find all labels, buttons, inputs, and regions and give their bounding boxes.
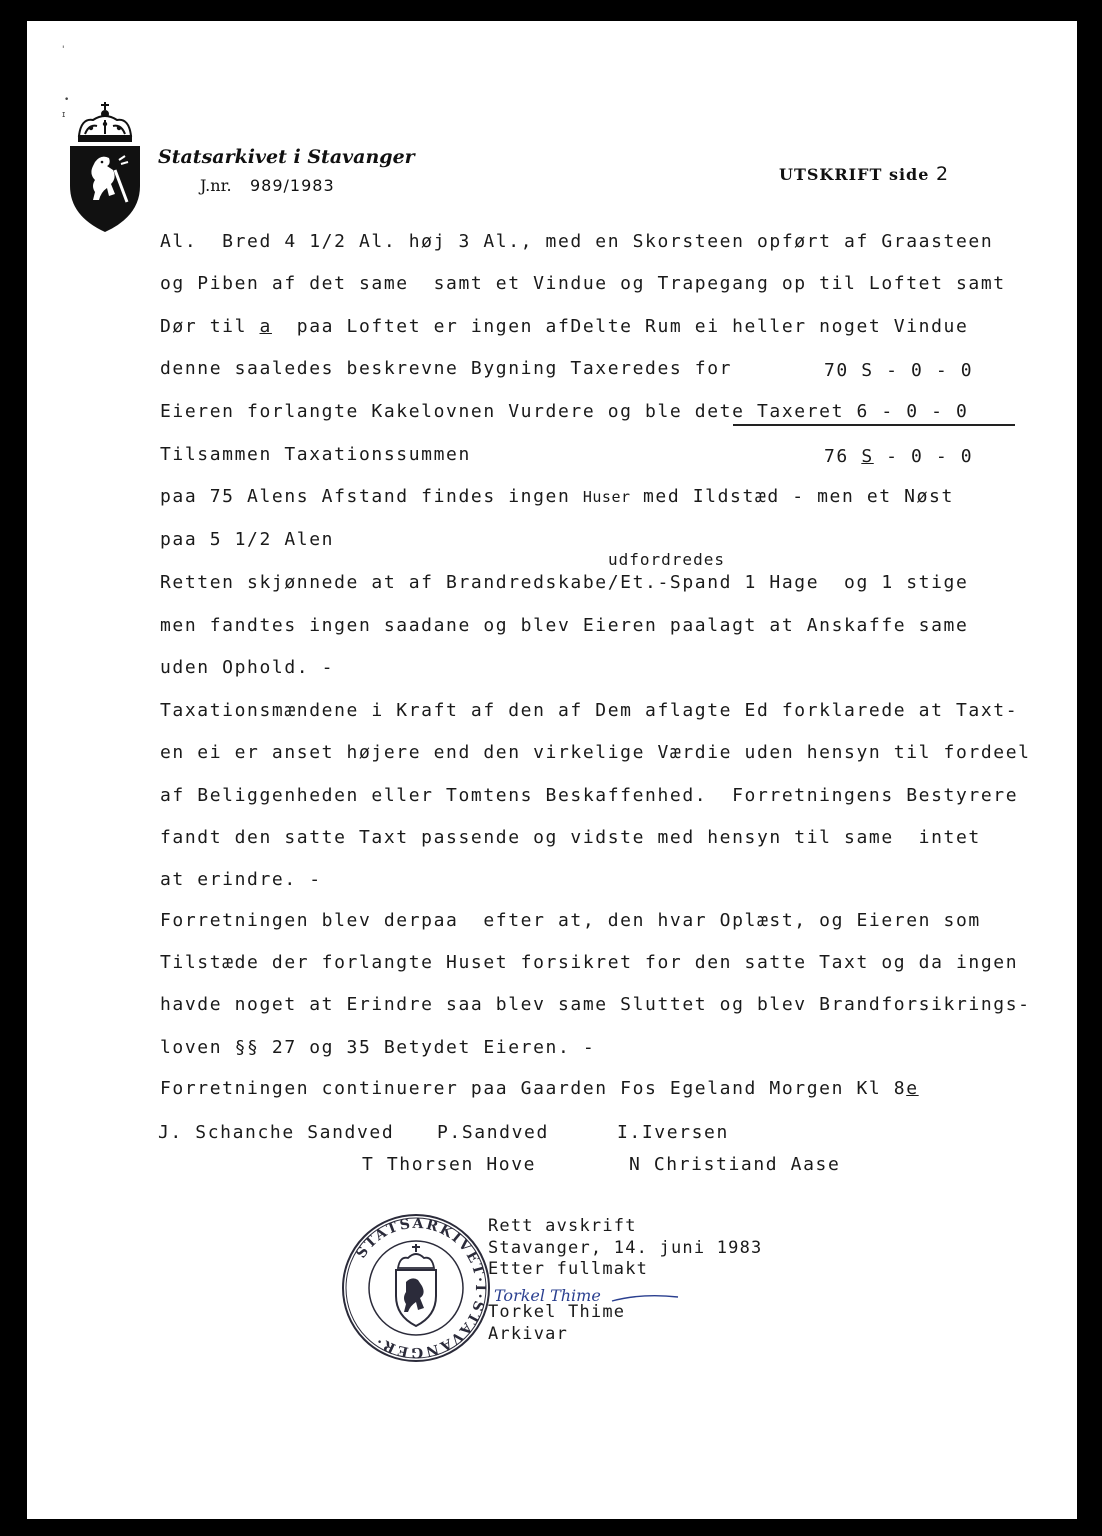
text-line: loven §§ 27 og 35 Betydet Eieren. - <box>160 1037 596 1058</box>
text-line: uden Ophold. - <box>160 657 335 678</box>
archive-stamp <box>340 1212 492 1364</box>
text-line: fandt den satte Taxt passende og vidste med hensyn til same intet <box>160 827 981 848</box>
text-line <box>160 403 968 421</box>
journal-label: J.nr. <box>200 176 232 195</box>
text-segment: - 0 - 0 <box>873 446 974 467</box>
signatory: I.Iversen <box>617 1122 729 1143</box>
text-segment: Dør til <box>160 316 260 337</box>
margin-mark: ' <box>62 45 65 55</box>
signatory: T Thorsen Hove <box>362 1154 537 1175</box>
text-line: en ei er anset højere end den virkelige Værdie uden hensyn til fordeel <box>160 742 1031 763</box>
interlinear-insertion: udfordredes <box>608 550 725 569</box>
certification-line: Torkel Thime <box>488 1302 626 1322</box>
text-line: Tilsammen Taxationssummen <box>160 444 471 465</box>
text-segment: Eieren forlangte Kakelovnen Vurdere og ble de <box>160 401 720 422</box>
page-header <box>779 163 949 185</box>
amount: 70 S - 0 - 0 <box>824 360 974 381</box>
text-segment: te Taxeret 6 - 0 - 0 <box>719 401 969 422</box>
text-line: paa 5 1/2 Alen <box>160 529 335 550</box>
margin-mark: ɪ <box>62 110 66 120</box>
text-line <box>160 1080 919 1098</box>
text-line <box>160 318 968 336</box>
inserted-word: Huser <box>582 488 631 506</box>
certification-line: Rett avskrift <box>488 1216 637 1236</box>
page-number: 2 <box>935 163 950 185</box>
text-line: Tilstæde der forlangte Huset forsikret for den satte Taxt og da ingen <box>160 952 1019 973</box>
text-line: Forretningen blev derpaa efter at, den hvar Oplæst, og Eieren som <box>160 910 981 931</box>
text-segment: paa Loftet er ingen afDelte Rum ei heller noget Vindue <box>271 316 969 337</box>
institution-name: Statsarkivet i Stavanger <box>158 146 415 168</box>
text-line: Taxationsmændene i Kraft af den af Dem aflagte Ed forklarede at Taxt- <box>160 700 1019 721</box>
text-line: havde noget at Erindre saa blev same Sluttet og blev Brandforsikrings- <box>160 994 1031 1015</box>
text-line: denne saaledes beskrevne Bygning Taxeredes for <box>160 358 733 379</box>
certification-line: Stavanger, 14. juni 1983 <box>488 1238 763 1258</box>
utskrift-label: UTSKRIFT side <box>779 165 930 184</box>
underlined-text: a <box>259 316 272 337</box>
text-segment: med Ildstæd - men et Nøst <box>630 486 954 507</box>
journal-number: 989/1983 <box>250 176 335 195</box>
text-line <box>160 488 954 506</box>
text-line: Al. Bred 4 1/2 Al. høj 3 Al., med en Skorsteen opført af Graasteen <box>160 231 994 252</box>
margin-mark: • <box>64 95 70 105</box>
amount <box>824 446 973 467</box>
certification-line: Arkivar <box>488 1324 569 1344</box>
signatory: J. Schanche Sandved <box>158 1122 395 1143</box>
signatory: P.Sandved <box>437 1122 549 1143</box>
text-segment: paa 75 Alens Afstand findes ingen <box>160 486 571 507</box>
text-line: af Beliggenheden eller Tomtens Beskaffenhed. Forretningens Bestyrere <box>160 785 1019 806</box>
text-segment: 76 <box>824 446 862 467</box>
norwegian-coat-of-arms-icon <box>65 100 145 235</box>
underline-rule <box>733 424 1015 426</box>
text-line: men fandtes ingen saadane og blev Eieren paalagt at Anskaffe same <box>160 615 969 636</box>
text-line: at erindre. - <box>160 869 322 890</box>
certification-line: Etter fullmakt <box>488 1259 649 1279</box>
signatory: N Christiand Aase <box>629 1154 841 1175</box>
text-line: og Piben af det same samt et Vindue og Trapegang op til Loftet samt <box>160 273 1006 294</box>
underlined-text: e <box>906 1078 919 1099</box>
stamp-text: STATSARKIVET·I·STAVANGER· <box>353 1215 489 1361</box>
signature-text: Torkel Thime <box>494 1286 601 1305</box>
underlined-text: S <box>861 446 874 467</box>
text-line: Retten skjønnede at af Brandredskabe/Et.-Spand 1 Hage og 1 stige <box>160 572 969 593</box>
text-segment: Forretningen continuerer paa Gaarden Fos Egeland Morgen Kl 8 <box>160 1078 907 1099</box>
